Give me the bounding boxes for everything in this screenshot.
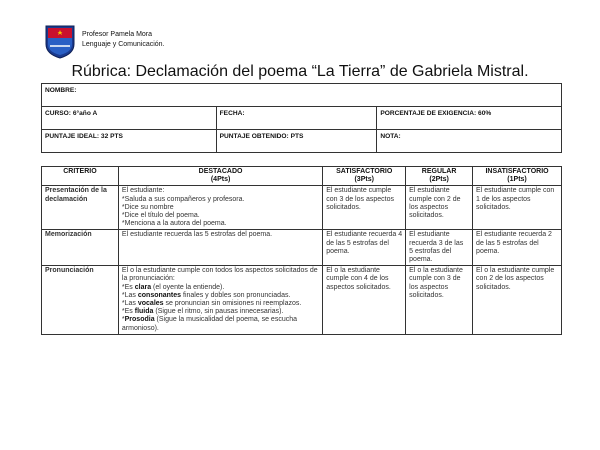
subject-name: Lenguaje y Comunicación. bbox=[82, 41, 165, 48]
criterion-memorizacion: Memorización bbox=[42, 230, 119, 266]
header-destacado: DESTACADO (4Pts) bbox=[118, 167, 322, 186]
header-criterio: CRITERIO bbox=[42, 167, 119, 186]
cell-regular: El estudiante cumple con 2 de los aspectos solicitados. bbox=[406, 186, 473, 230]
table-row bbox=[42, 230, 562, 266]
header-insatisfactorio: INSATISFACTORIO (1Pts) bbox=[473, 167, 562, 186]
grade-field[interactable]: NOTA: bbox=[377, 130, 562, 153]
teacher-name: Profesor Pamela Mora bbox=[82, 31, 153, 38]
table-row bbox=[42, 186, 562, 230]
criterion-presentacion: Presentación de la declamación bbox=[42, 186, 119, 230]
course-field: CURSO: 6°año A bbox=[42, 107, 217, 130]
ideal-score-field: PUNTAJE IDEAL: 32 PTS bbox=[42, 130, 217, 153]
cell-regular: El o la estudiante cumple con 3 de los aspectos solicitados. bbox=[406, 266, 473, 335]
table-row bbox=[42, 266, 562, 335]
cell-regular: El estudiante recuerda 3 de las 5 estrofas del poema. bbox=[406, 230, 473, 266]
rubric-table bbox=[41, 166, 562, 335]
student-info-table bbox=[41, 83, 562, 153]
cell-insatisfactorio: El estudiante cumple con 1 de los aspectos solicitados. bbox=[473, 186, 562, 230]
cell-satisfactorio: El o la estudiante cumple con 4 de los aspectos solicitados. bbox=[323, 266, 406, 335]
cell-satisfactorio: El estudiante recuerda 4 de las 5 estrofas del poema. bbox=[323, 230, 406, 266]
page-title: Rúbrica: Declamación del poema “La Tierra” de Gabriela Mistral. bbox=[71, 63, 529, 80]
cell-insatisfactorio: El estudiante recuerda 2 de las 5 estrofas del poema. bbox=[473, 230, 562, 266]
percentage-field: PORCENTAJE DE EXIGENCIA: 60% bbox=[377, 107, 562, 130]
criterion-pronunciacion: Pronunciación bbox=[42, 266, 119, 335]
cell-insatisfactorio: El o la estudiante cumple con 2 de los aspectos solicitados. bbox=[473, 266, 562, 335]
header-regular: REGULAR (2Pts) bbox=[406, 167, 473, 186]
obtained-score-field[interactable]: PUNTAJE OBTENIDO: PTS bbox=[216, 130, 377, 153]
name-field[interactable]: NOMBRE: bbox=[42, 84, 562, 107]
date-field[interactable]: FECHA: bbox=[216, 107, 377, 130]
header-info bbox=[82, 30, 165, 50]
rubric-header-row bbox=[42, 167, 562, 186]
cell-destacado: El estudiante recuerda las 5 estrofas del poema. bbox=[118, 230, 322, 266]
header-satisfactorio: SATISFACTORIO (3Pts) bbox=[323, 167, 406, 186]
cell-destacado: El estudiante: *Saluda a sus compañeros y profesora. *Dice su nombre *Dice el título del poema. *Menciona a la autora del poema. bbox=[118, 186, 322, 230]
cell-satisfactorio: El estudiante cumple con 3 de los aspectos solicitados. bbox=[323, 186, 406, 230]
cell-destacado: El o la estudiante cumple con todos los aspectos solicitados de la pronunciación: *Es clara (el oyente la entiende). *Las consonantes finales y dobles son pronunciadas. *Las vocales se pronuncian sin omisiones ni reemplazos. *Es fluida (Sigue el ritmo, sin pausas innecesarias). *Prosodia (Sigue la musicalidad del poema, se escucha armonioso). bbox=[118, 266, 322, 335]
school-logo bbox=[44, 24, 76, 60]
